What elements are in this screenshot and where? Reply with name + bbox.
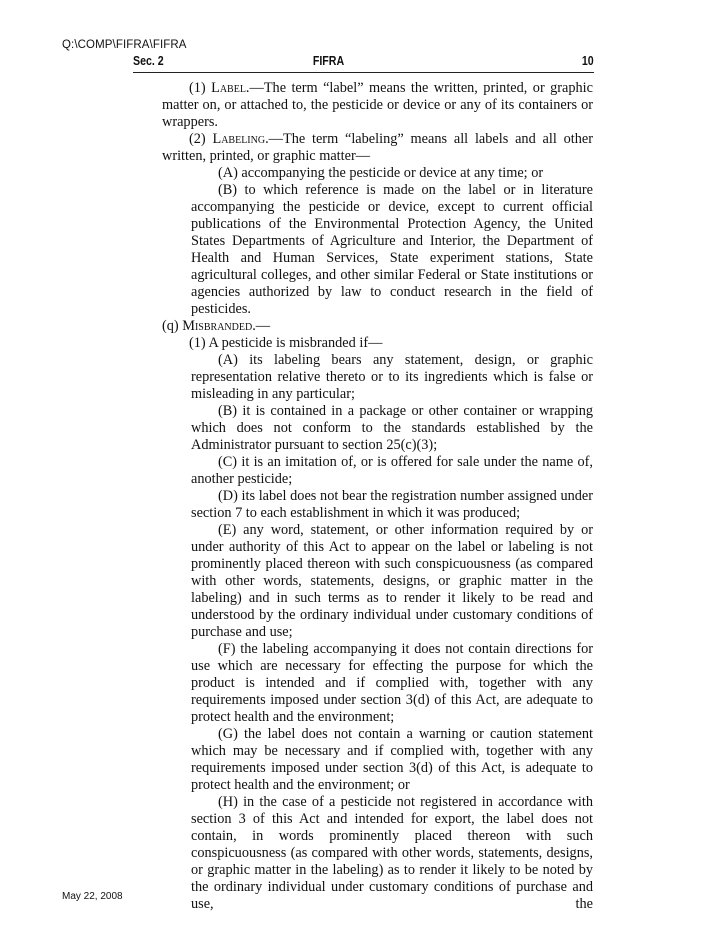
file-path: Q:\COMP\FIFRA\FIFRA [62,39,187,51]
misbranded-clause-e: (E) any word, statement, or other information required by or under authority of this Act to appear on the label or labeling is not prominently placed thereon with such conspicuousness (as compared with other words, statements, designs, or graphic matter in the labeling) and in such terms as to render it likely to be read and understood by the ordinary individual under customary conditions of purchase and use; [191,522,593,640]
subparagraph-b: (B) to which reference is made on the label or in literature accompanying the pesticide or device, except to current official publications of the Environmental Protection Agency, the United States Departments of Agriculture and Interior, the Department of Health and Human Services, State experiment stations, State agricultural colleges, and other similar Federal or State institutions or agencies authorized by law to conduct research in the field of pesticides. [191,182,593,317]
paragraph-label-definition: (1) Label.—The term “label” means the written, printed, or graphic matter on, or attached to, the pesticide or device or any of its containers or wrappers. [162,80,593,130]
header-rule [133,72,594,73]
misbranded-clause-d: (D) its label does not bear the registration number assigned under section 7 to each establishment in which it was produced; [191,488,593,521]
section-number: Sec. 2 [133,54,164,68]
misbranded-clause-b: (B) it is contained in a package or other container or wrapping which does not conform to the standards established by the Administrator pursuant to section 25(c)(3); [191,403,593,453]
misbranded-clause-a: (A) its labeling bears any statement, design, or graphic representation relative thereto or to its ingredients which is false or misleading in any particular; [191,352,593,402]
misbranded-clause-h: (H) in the case of a pesticide not registered in accordance with section 3 of this Act and intended for export, the label does not contain, in words prominently placed thereon with such conspicuousness (as compared with other words, statements, designs, or graphic matter in the labeling) as to render it likely to be noted by the ordinary individual under customary conditions of purchase and use, the [191,794,593,912]
subparagraph-a: (A) accompanying the pesticide or device at any time; or [218,165,544,181]
footer-date: May 22, 2008 [62,891,123,902]
paragraph-labeling-definition: (2) Labeling.—The term “labeling” means all labels and all other written, printed, or graphic matter— [162,131,593,164]
paragraph-misbranded-1: (1) A pesticide is misbranded if— [189,335,383,351]
running-head [133,54,594,72]
misbranded-clause-f: (F) the labeling accompanying it does not contain directions for use which are necessary for effecting the purpose for which the product is intended and if complied with, together with any requirements imposed under section 3(d) of this Act, are adequate to protect health and the environment; [191,641,593,725]
document-body [162,80,593,913]
paragraph-misbranded-heading: (q) Misbranded.— [162,318,271,334]
misbranded-clause-c: (C) it is an imitation of, or is offered for sale under the name of, another pesticide; [191,454,593,487]
page-number: 10 [581,54,594,68]
document-title: FIFRA [312,54,345,68]
misbranded-clause-g: (G) the label does not contain a warning or caution statement which may be necessary and if complied with, together with any requirements imposed under section 3(d) of this Act, is adequate to protect health and the environment; or [191,726,593,793]
